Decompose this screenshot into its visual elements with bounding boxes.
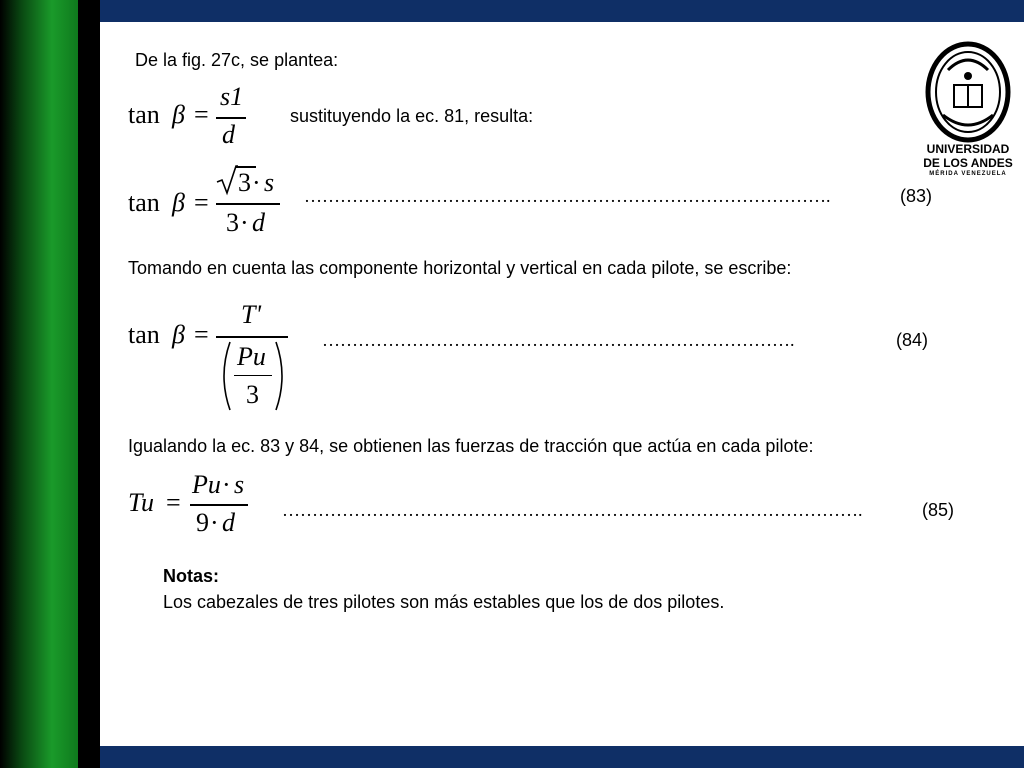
- eq84-fraction-bar: [216, 336, 288, 338]
- eq83-lhs: tan: [128, 188, 160, 217]
- eq85-num-a: Pu: [192, 470, 221, 499]
- eq85-num-var: s: [234, 470, 245, 499]
- eq85-den-dot: ·: [210, 508, 219, 537]
- eq84-beta: β: [172, 320, 185, 349]
- eq83-den-var: d: [252, 208, 265, 237]
- eq84-inner-bar: [234, 375, 272, 376]
- top-blue-band: [100, 0, 1024, 22]
- eq83-num-var: s: [264, 168, 275, 197]
- components-text: Tomando en cuenta las componente horizontal y vertical en cada pilote, se escribe:: [128, 258, 792, 278]
- notes-body: Los cabezales de tres pilotes son más estables que los de dos pilotes.: [163, 592, 725, 612]
- eq1-denominator: d: [222, 120, 235, 149]
- eq84-lhs: tan: [128, 320, 160, 349]
- eq83-den-dot: ·: [240, 208, 249, 237]
- eq85-den-a: 9: [196, 508, 209, 537]
- eq84-equals: =: [194, 320, 209, 349]
- eq84-inner-numerator: Pu: [237, 342, 266, 371]
- eq1-equals: =: [194, 100, 209, 129]
- eq85-equals: =: [166, 488, 181, 517]
- eq85-fraction-bar: [190, 504, 248, 506]
- left-decorative-bar: [0, 0, 78, 768]
- bottom-blue-band: [100, 746, 1024, 768]
- eq83-leader-dots: …………………………………………………………………………….: [304, 186, 831, 206]
- eq85-lhs: Tu: [128, 488, 155, 517]
- left-black-strip: [78, 0, 100, 768]
- logo-line-2: DE LOS ANDES: [923, 156, 1013, 170]
- eq84-numerator: T': [241, 300, 262, 329]
- eq83-equals: =: [194, 188, 209, 217]
- eq84-inner-denominator: 3: [246, 380, 259, 409]
- eq83-den-a: 3: [226, 208, 239, 237]
- substitution-text: sustituyendo la ec. 81, resulta:: [290, 106, 534, 126]
- eq1-beta: β: [172, 100, 185, 129]
- eq84-leader-dots: …………………………………………………………………….: [322, 330, 795, 350]
- sqrt-icon: [216, 164, 238, 196]
- eq83-beta: β: [172, 188, 185, 217]
- logo-line-1: UNIVERSIDAD: [926, 142, 1010, 156]
- eq85-num-dot: ·: [222, 470, 231, 499]
- eq83-number: (83): [900, 186, 933, 206]
- eq83-fraction-bar: [216, 203, 280, 205]
- eq85-number: (85): [922, 500, 955, 520]
- eq83-num-dot: ·: [252, 168, 261, 197]
- eq83-root-value: 3: [238, 168, 251, 197]
- eq85-den-var: d: [222, 508, 235, 537]
- notes-title: Notas:: [163, 566, 220, 586]
- eq85-leader-dots: …………………………………………………………………………………….: [282, 500, 863, 520]
- logo-line-3: MÉRIDA VENEZUELA: [929, 171, 1007, 177]
- equating-text: Igualando la ec. 83 y 84, se obtienen las fuerzas de tracción que actúa en cada pilote:: [128, 436, 814, 456]
- eq1-numerator: s1: [220, 82, 244, 111]
- eq1-fraction-bar: [216, 117, 246, 119]
- eq84-number: (84): [896, 330, 929, 350]
- eq1-lhs: tan: [128, 100, 160, 129]
- intro-text: De la fig. 27c, se plantea:: [135, 50, 339, 70]
